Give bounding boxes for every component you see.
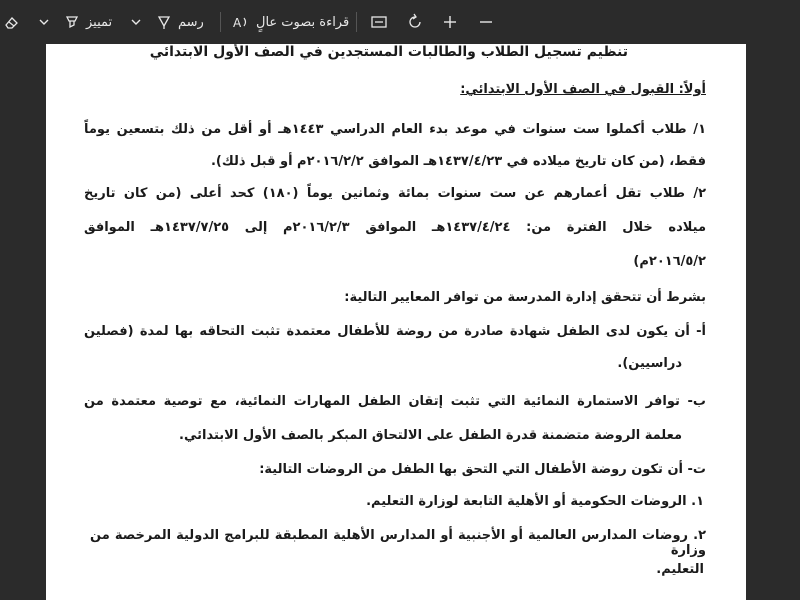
- toolbar-divider: [220, 12, 221, 32]
- minus-icon: [478, 14, 494, 30]
- pdf-page: [46, 44, 746, 600]
- toolbar-divider: [356, 12, 357, 32]
- sub-list-item: ١. الروضات الحكومية أو الأهلية التابعة لوزارة التعليم.: [366, 494, 704, 509]
- paragraph-line: بشرط أن تتحقق إدارة المدرسة من توافر المعايير التالية:: [344, 290, 706, 305]
- highlight-label: تمييز: [86, 14, 113, 30]
- list-item-continuation: دراسيين).: [617, 356, 682, 371]
- chevron-down-icon: [38, 16, 50, 28]
- section-heading: أولاً: القبول في الصف الأول الابتدائي:: [460, 82, 706, 97]
- paragraph-line: ١/ طلاب أكملوا ست سنوات في موعد بدء العام الدراسي ١٤٤٣هـ أو أقل من ذلك بتسعين يوماً: [84, 122, 706, 137]
- reader-toolbar: [0, 0, 800, 44]
- list-item: ب- توافر الاستمارة النمائية التي تثبت إتقان الطفل المهارات النمائية، مع توصية معتمدة من: [84, 394, 706, 409]
- draw-label: رسم: [178, 14, 204, 30]
- plus-icon: [442, 14, 458, 30]
- document-title: تنظيم تسجيل الطلاب والطالبات المستجدين في الصف الأول الابتدائي: [149, 44, 628, 60]
- highlight-dropdown[interactable]: [38, 10, 50, 34]
- eraser-icon: [4, 14, 20, 30]
- eraser-button[interactable]: [4, 10, 20, 34]
- highlighter-icon: [64, 14, 80, 30]
- zoom-out-button[interactable]: [478, 10, 494, 34]
- read-aloud-icon: [232, 14, 250, 30]
- draw-dropdown[interactable]: [130, 10, 142, 34]
- fit-page-button[interactable]: [370, 10, 388, 34]
- sub-list-item-continuation: التعليم.: [656, 562, 704, 577]
- paragraph-line: ميلاده خلال الفترة من: ١٤٣٧/٤/٢٤هـ الموافق ٢٠١٦/٢/٣م إلى ١٤٣٧/٧/٢٥هـ الموافق: [84, 220, 707, 235]
- paragraph-line: فقط، (من كان تاريخ ميلاده في ١٤٣٧/٤/٢٣هـ الموافق ٢٠١٦/٢/٢م أو قبل ذلك).: [210, 154, 706, 169]
- rotate-icon: [406, 13, 424, 31]
- paragraph-line: ٢٠١٦/٥/٢م): [633, 254, 706, 269]
- paragraph-line: ٢/ طلاب تقل أعمارهم عن ست سنوات بمائة وثمانين يوماً (١٨٠) كحد أعلى (من كان تاريخ: [84, 186, 706, 201]
- draw-button[interactable]: [156, 10, 204, 34]
- chevron-down-icon: [130, 16, 142, 28]
- read-aloud-label: قراءة بصوت عالٍ: [256, 14, 350, 30]
- list-item-continuation: معلمة الروضة متضمنة قدرة الطفل على الالتحاق المبكر بالصف الأول الابتدائي.: [179, 428, 682, 443]
- rotate-button[interactable]: [406, 10, 424, 34]
- sub-list-item: ٢. روضات المدارس العالمية أو الأجنبية أو المدارس الأهلية المطبقة للبرامج الدولية المرخصة من وزارة: [90, 528, 706, 558]
- read-aloud-button[interactable]: [232, 10, 349, 34]
- svg-text:A: A: [233, 16, 242, 30]
- pen-icon: [156, 14, 172, 30]
- list-item: ت- أن تكون روضة الأطفال التي التحق بها الطفل من الروضات التالية:: [259, 462, 706, 477]
- zoom-in-button[interactable]: [442, 10, 458, 34]
- highlight-button[interactable]: [64, 10, 112, 34]
- list-item: أ- أن يكون لدى الطفل شهادة صادرة من روضة للأطفال معتمدة تثبت التحاقه بها لمدة (فصلين: [84, 324, 706, 339]
- fit-page-icon: [370, 14, 388, 30]
